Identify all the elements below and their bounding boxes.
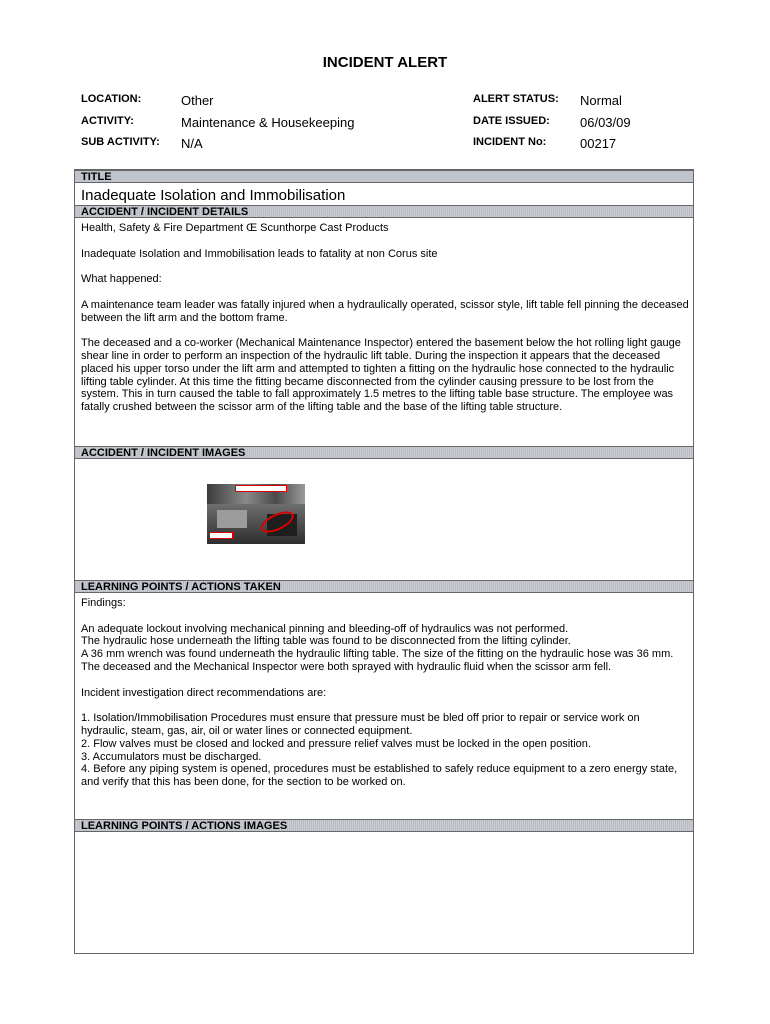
activity-value: Maintenance & Housekeeping xyxy=(181,115,355,130)
details-body xyxy=(81,222,689,427)
learning-recs-heading: Incident investigation direct recommendations are: xyxy=(81,686,327,699)
learning-rec: 3. Accumulators must be discharged. xyxy=(81,750,262,763)
sub-activity-value: N/A xyxy=(181,136,203,151)
learning-rec: 4. Before any piping system is opened, procedures must be established to safely reduce equipment to a zero energy state, and verify that this has been done, for the section to be worked on. xyxy=(81,763,678,789)
details-paragraph: A maintenance team leader was fatally injured when a hydraulically operated, scissor style, lift table fell pinning the deceased between the lift arm and the bottom frame. xyxy=(81,298,689,324)
learning-images-band: LEARNING POINTS / ACTIONS IMAGES xyxy=(75,819,693,832)
location-value: Other xyxy=(181,93,214,108)
details-paragraph: Health, Safety & Fire Department Œ Scunthorpe Cast Products xyxy=(81,222,389,234)
learning-findings: Findings: xyxy=(81,597,126,609)
incident-no-value: 00217 xyxy=(580,136,617,151)
alert-status-value: Normal xyxy=(580,93,622,108)
details-band: ACCIDENT / INCIDENT DETAILS xyxy=(75,205,693,218)
learning-body xyxy=(81,597,689,819)
learning-band: LEARNING POINTS / ACTIONS TAKEN xyxy=(75,580,693,593)
document-title: INCIDENT ALERT xyxy=(322,54,448,71)
sub-activity-label: SUB ACTIVITY: xyxy=(81,136,160,148)
learning-line: A 36 mm wrench was found underneath the hydraulic lifting table. The size of the fitting on the hydraulic hose was 36 mm. xyxy=(81,648,674,661)
details-paragraph: The deceased and a co-worker (Mechanical Maintenance Inspector) entered the basement below the hot rolling light gauge shear line in order to perform an inspection of the hydraulic lift table. During the inspection it appears that the deceased placed his upper torso under the lift arm and attempted to tighten a fitting on the hydraulic hose connected to the hydraulic lifting table cylinder. At this time the fitting became disconnected from the cylinder causing pressure to be lost from the system. This in turn caused the table to fall approximately 1.5 metres to the lifting table base structure. The employee was fatally crushed between the scissor arm of the lifting table and the base of the lifting table structure. xyxy=(81,337,681,414)
learning-line: The hydraulic hose underneath the lifting table was found to be disconnected from the lifting cylinder. xyxy=(81,635,571,648)
learning-line: An adequate lockout involving mechanical pinning and bleeding-off of hydraulics was not performed. xyxy=(81,622,569,635)
incident-no-label: INCIDENT No: xyxy=(473,136,547,148)
details-paragraph: Inadequate Isolation and Immobilisation leads to fatality at non Corus site xyxy=(81,247,438,260)
incident-title: Inadequate Isolation and Immobilisation xyxy=(81,187,346,204)
activity-label: ACTIVITY: xyxy=(81,115,134,127)
learning-line: The deceased and the Mechanical Inspector were both sprayed with hydraulic fluid when the scissor arm fell. xyxy=(81,660,612,673)
learning-rec: 2. Flow valves must be closed and locked and pressure relief valves must be locked in the open position. xyxy=(81,737,591,750)
incident-photo xyxy=(207,484,305,544)
alert-status-label: ALERT STATUS: xyxy=(473,93,559,105)
title-band: TITLE xyxy=(75,170,693,183)
images-band: ACCIDENT / INCIDENT IMAGES xyxy=(75,446,693,459)
date-issued-label: DATE ISSUED: xyxy=(473,115,550,127)
learning-rec: 1. Isolation/Immobilisation Procedures must ensure that pressure must be bled off prior to repair or service work on hydraulic, steam, gas, air, oil or water lines or connected equipment. xyxy=(81,712,640,737)
details-paragraph: What happened: xyxy=(81,273,162,286)
location-label: LOCATION: xyxy=(81,93,142,105)
date-issued-value: 06/03/09 xyxy=(580,115,631,130)
